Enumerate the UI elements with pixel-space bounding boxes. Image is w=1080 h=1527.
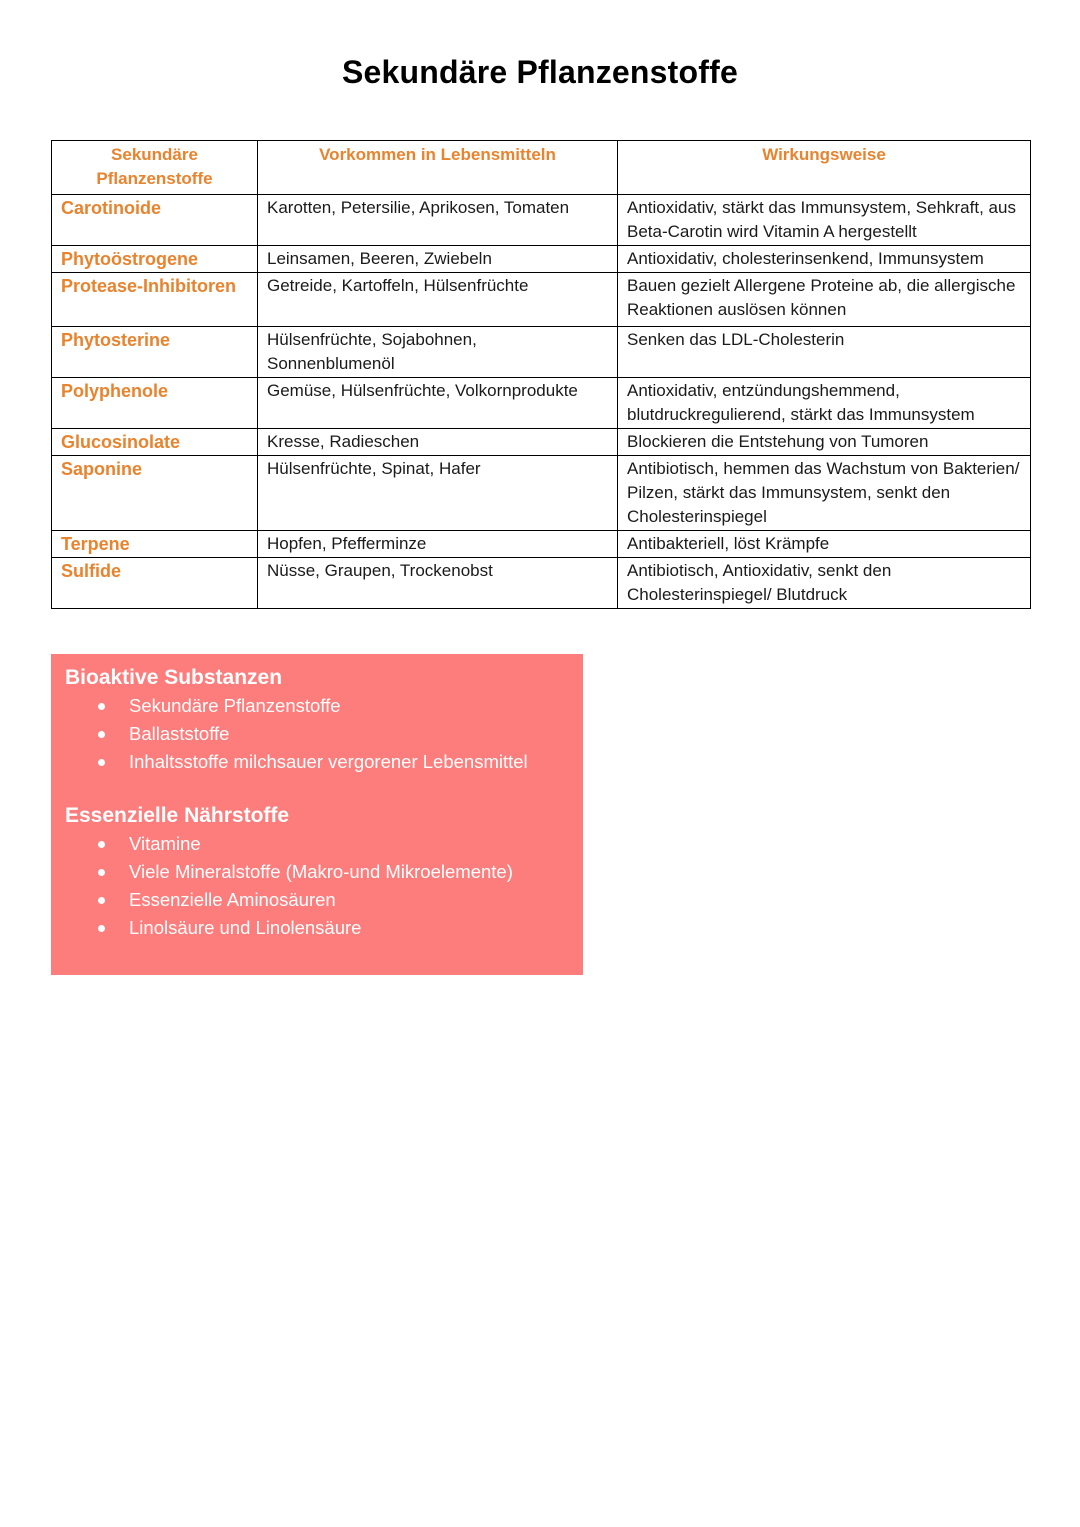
occurrence-cell: Hopfen, Pfefferminze [258, 531, 618, 558]
list-item [65, 748, 583, 776]
occurrence-cell: Nüsse, Graupen, Trockenobst [258, 558, 618, 609]
occurrence-cell: Gemüse, Hülsenfrüchte, Volkornprodukte [258, 378, 618, 429]
header-effect: Wirkungsweise [618, 141, 1031, 195]
effect-cell: Blockieren die Entstehung von Tumoren [618, 429, 1031, 456]
table-row [52, 558, 1031, 609]
compound-name: Saponine [52, 456, 258, 531]
essential-list [65, 830, 583, 942]
bullet-icon [98, 759, 105, 766]
table-row [52, 327, 1031, 378]
table-row [52, 531, 1031, 558]
list-item [65, 914, 583, 942]
header-compound: Sekundäre Pflanzenstoffe [52, 141, 258, 195]
compound-name: Terpene [52, 531, 258, 558]
effect-cell: Antioxidativ, stärkt das Immunsystem, Sehkraft, aus Beta-Carotin wird Vitamin A hergestellt [618, 195, 1031, 246]
table-row [52, 273, 1031, 327]
section-heading-bioactive: Bioaktive Substanzen [65, 666, 283, 689]
compound-name: Polyphenole [52, 378, 258, 429]
bioactive-list [65, 692, 583, 776]
header-occurrence: Vorkommen in Lebensmitteln [258, 141, 618, 195]
table-row [52, 378, 1031, 429]
bullet-icon [98, 703, 105, 710]
effect-cell: Antibiotisch, hemmen das Wachstum von Bakterien/ Pilzen, stärkt das Immunsystem, senkt den Cholesterinspiegel [618, 456, 1031, 531]
effect-cell: Antioxidativ, cholesterinsenkend, Immunsystem [618, 246, 1031, 273]
list-item [65, 692, 583, 720]
list-item-text: Linolsäure und Linolensäure [129, 917, 362, 938]
occurrence-cell: Hülsenfrüchte, Sojabohnen, Sonnenblumenöl [258, 327, 618, 378]
list-item-text: Essenzielle Aminosäuren [129, 889, 336, 910]
occurrence-cell: Getreide, Kartoffeln, Hülsenfrüchte [258, 273, 618, 327]
effect-cell: Bauen gezielt Allergene Proteine ab, die allergische Reaktionen auslösen können [618, 273, 1031, 327]
table-row [52, 195, 1031, 246]
bullet-icon [98, 897, 105, 904]
section-heading-essential: Essenzielle Nährstoffe [65, 804, 290, 827]
table-row [52, 246, 1031, 273]
compound-name: Glucosinolate [52, 429, 258, 456]
bullet-icon [98, 731, 105, 738]
bullet-icon [98, 869, 105, 876]
list-item [65, 886, 583, 914]
bullet-icon [98, 841, 105, 848]
effect-cell: Antibiotisch, Antioxidativ, senkt den Cholesterinspiegel/ Blutdruck [618, 558, 1031, 609]
effect-cell: Antibakteriell, löst Krämpfe [618, 531, 1031, 558]
list-item-text: Viele Mineralstoffe (Makro-und Mikroelemente) [129, 861, 513, 882]
list-item [65, 830, 583, 858]
table-row [52, 456, 1031, 531]
nutrient-info-box [51, 654, 583, 975]
compound-name: Phytosterine [52, 327, 258, 378]
table-header-row [52, 141, 1031, 195]
occurrence-cell: Kresse, Radieschen [258, 429, 618, 456]
list-item-text: Sekundäre Pflanzenstoffe [129, 695, 341, 716]
bullet-icon [98, 925, 105, 932]
effect-cell: Antioxidativ, entzündungshemmend, blutdruckregulierend, stärkt das Immunsystem [618, 378, 1031, 429]
list-item [65, 858, 583, 886]
list-item-text: Vitamine [129, 833, 201, 854]
list-item-text: Inhaltsstoffe milchsauer vergorener Lebensmittel [129, 751, 528, 772]
plant-compounds-table [51, 140, 1031, 609]
page-title: Sekundäre Pflanzenstoffe [341, 54, 738, 90]
occurrence-cell: Karotten, Petersilie, Aprikosen, Tomaten [258, 195, 618, 246]
compound-name: Carotinoide [52, 195, 258, 246]
list-item [65, 720, 583, 748]
occurrence-cell: Hülsenfrüchte, Spinat, Hafer [258, 456, 618, 531]
list-item-text: Ballaststoffe [129, 723, 230, 744]
occurrence-cell: Leinsamen, Beeren, Zwiebeln [258, 246, 618, 273]
compound-name: Protease-Inhibitoren [52, 273, 258, 327]
compound-name: Phytoöstrogene [52, 246, 258, 273]
effect-cell: Senken das LDL-Cholesterin [618, 327, 1031, 378]
compound-name: Sulfide [52, 558, 258, 609]
table-row [52, 429, 1031, 456]
